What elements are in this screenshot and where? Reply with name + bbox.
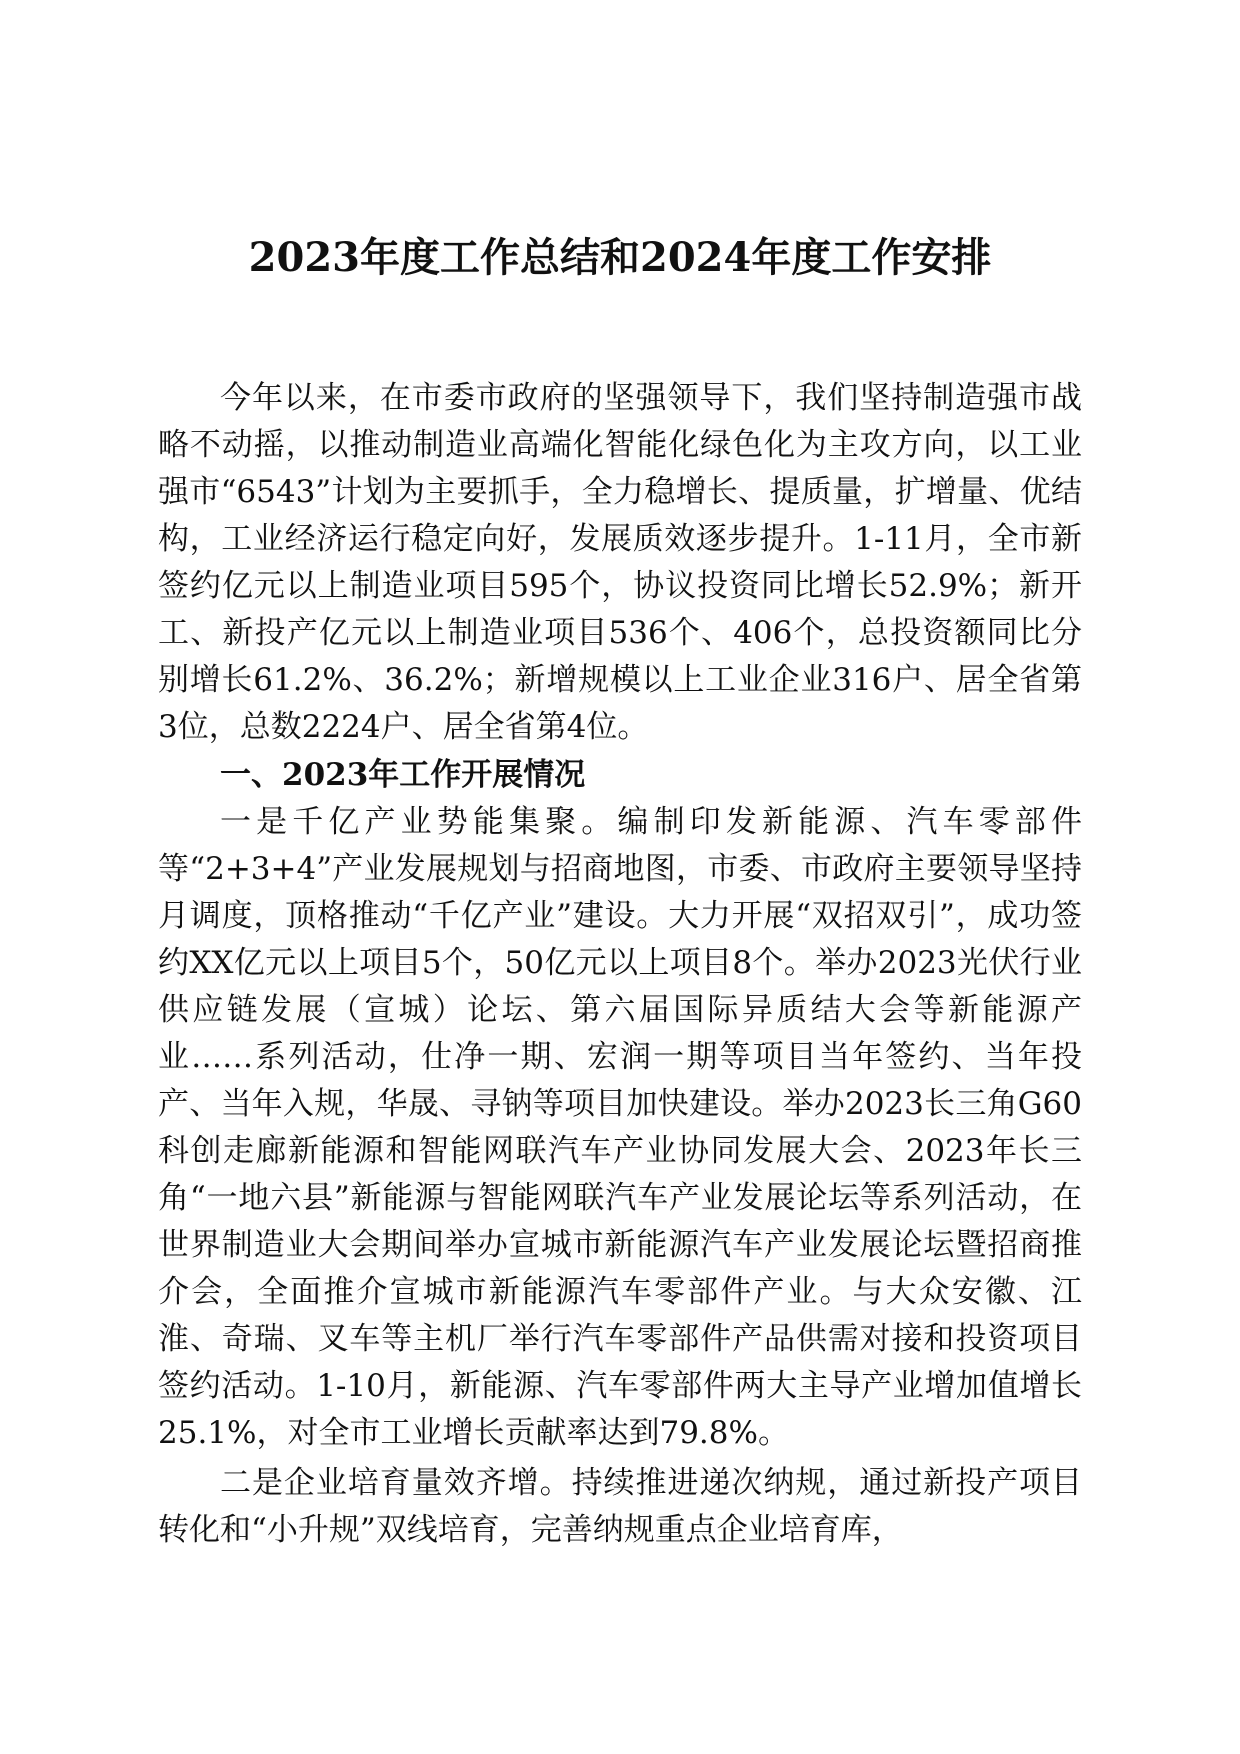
- section-1-heading: 一、2023年工作开展情况: [220, 757, 586, 793]
- section-1-body-continued: [158, 1460, 1082, 1554]
- intro-section: [158, 375, 1082, 751]
- paragraph-enterprise-cultivation: 二是企业培育量效齐增。持续推进递次纳规，通过新投产项目转化和“小升规”双线培育，完善纳规重点企业培育库，: [158, 1465, 1082, 1548]
- section-1-body: [158, 799, 1082, 1457]
- document-title: 2023年度工作总结和2024年度工作安排: [248, 234, 992, 281]
- section-1: [158, 752, 1082, 799]
- intro-paragraph: 今年以来，在市委市政府的坚强领导下，我们坚持制造强市战略不动摇，以推动制造业高端化智能化绿色化为主攻方向，以工业强市“6543”计划为主要抓手，全力稳增长、提质量，扩增量、优结构，工业经济运行稳定向好，发展质效逐步提升。1-11月，全市新签约亿元以上制造业项目595个，协议投资同比增长52.9%；新开工、新投产亿元以上制造业项目536个、406个，总投资额同比分别增长61.2%、36.2%；新增规模以上工业企业316户、居全省第3位，总数2224户、居全省第4位。: [158, 380, 1082, 745]
- paragraph-industry-clusters: 一是千亿产业势能集聚。编制印发新能源、汽车零部件等“2+3+4”产业发展规划与招商地图，市委、市政府主要领导坚持月调度，顶格推动“千亿产业”建设。大力开展“双招双引”，成功签约XX亿元以上项目5个，50亿元以上项目8个。举办2023光伏行业供应链发展（宣城）论坛、第六届国际异质结大会等新能源产业……系列活动，仕净一期、宏润一期等项目当年签约、当年投产、当年入规，华晟、寻钠等项目加快建设。举办2023长三角G60科创走廊新能源和智能网联汽车产业协同发展大会、2023年长三角“一地六县”新能源与智能网联汽车产业发展论坛等系列活动，在世界制造业大会期间举办宣城市新能源汽车产业发展论坛暨招商推介会，全面推介宣城市新能源汽车零部件产业。与大众安徽、江淮、奇瑞、叉车等主机厂举行汽车零部件产品供需对接和投资项目签约活动。1-10月，新能源、汽车零部件两大主导产业增加值增长25.1%，对全市工业增长贡献率达到79.8%。: [158, 804, 1082, 1451]
